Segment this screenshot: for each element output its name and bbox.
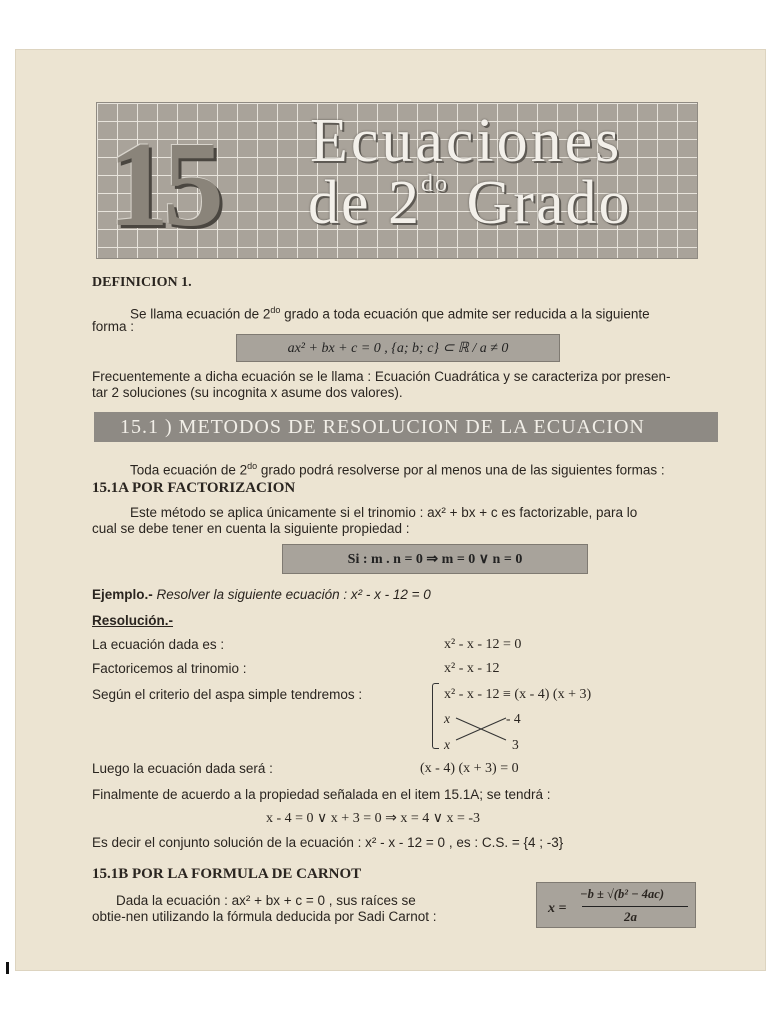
definition-heading: DEFINICION 1. — [92, 275, 192, 290]
finalmente-text: Finalmente de acuerdo a la propiedad señalada en el item 15.1A; se tendrá : — [92, 787, 551, 802]
property-box: Si : m . n = 0 ⇒ m = 0 ∨ n = 0 — [282, 544, 588, 574]
chapter-title-line1: Ecuaciones — [310, 107, 623, 175]
definition-text-line1b: forma : — [92, 319, 135, 334]
carnot-formula-denominator: 2a — [624, 909, 637, 924]
luego-value: (x - 4) (x + 3) = 0 — [420, 761, 519, 776]
chapter-title-line2: de $2^{do}$ Grado — [308, 169, 632, 237]
resolution-label: Resolución.- — [92, 613, 174, 628]
luego-label: Luego la ecuación dada será : — [92, 761, 273, 776]
section-title-bar: 15.1 ) METODOS DE RESOLUCION DE LA ECUACION — [94, 412, 718, 442]
aspa-x1: x — [444, 711, 450, 726]
carnot-fraction-bar — [582, 906, 688, 907]
definition-formula-box: ax² + bx + c = 0 , {a; b; c} ⊂ ℝ / a ≠ 0 — [236, 334, 560, 362]
definition-text-line1: Se llama ecuación de $2^{do}$ grado a toda ecuación que admite ser reducida a la siguiente — [130, 305, 650, 322]
step-3-label: Según el criterio del aspa simple tendremos : — [92, 687, 363, 702]
conclusion-text: Es decir el conjunto solución de la ecuación : x² - x - 12 = 0 , es : C.S. = {4 ; -3} — [92, 835, 564, 850]
carnot-text-b: obtie-nen utilizando la fórmula deducida por Sadi Carnot : — [92, 909, 437, 924]
carnot-formula-numerator: −b ± √(b² − 4ac) — [580, 887, 664, 901]
aspa-cross-lines — [454, 714, 510, 744]
solutions-line: x - 4 = 0 ∨ x + 3 = 0 ⇒ x = 4 ∨ x = -3 — [266, 811, 481, 826]
carnot-formula-lhs: x = — [548, 901, 567, 916]
factorizacion-heading: 15.1A POR FACTORIZACION — [92, 480, 296, 496]
step-2-value: x² - x - 12 — [444, 661, 500, 676]
definition-text-line2a: Frecuentemente a dicha ecuación se le llama : Ecuación Cuadrática y se caracteriza por presen- — [92, 369, 671, 384]
carnot-text-a: Dada la ecuación : ax² + bx + c = 0 , sus raíces se — [116, 893, 416, 908]
aspa-brace — [432, 683, 439, 749]
section-intro: Toda ecuación de $2^{do}$ grado podrá resolverse por al menos una de las siguientes formas : — [130, 461, 665, 478]
aspa-x2: x — [444, 737, 450, 752]
margin-mark — [6, 962, 9, 974]
aspa-v1: - 4 — [506, 711, 521, 726]
carnot-heading: 15.1B POR LA FORMULA DE CARNOT — [92, 866, 362, 882]
factorizacion-text-b: cual se debe tener en cuenta la siguiente propiedad : — [92, 521, 410, 536]
step-1-value: x² - x - 12 = 0 — [444, 637, 522, 652]
chapter-number: 15 — [108, 117, 218, 252]
step-3-value: x² - x - 12 ≡ (x - 4) (x + 3) — [444, 687, 592, 702]
step-1-label: La ecuación dada es : — [92, 637, 225, 652]
example-line: Ejemplo.- Resolver la siguiente ecuación : x² - x - 12 = 0 — [92, 587, 431, 602]
step-2-label: Factoricemos al trinomio : — [92, 661, 247, 676]
aspa-v2: 3 — [512, 737, 519, 752]
factorizacion-text-a: Este método se aplica únicamente si el trinomio : ax² + bx + c es factorizable, para lo — [130, 505, 638, 520]
definition-text-line2b: tar 2 soluciones (su incognita x asume dos valores). — [92, 385, 403, 400]
